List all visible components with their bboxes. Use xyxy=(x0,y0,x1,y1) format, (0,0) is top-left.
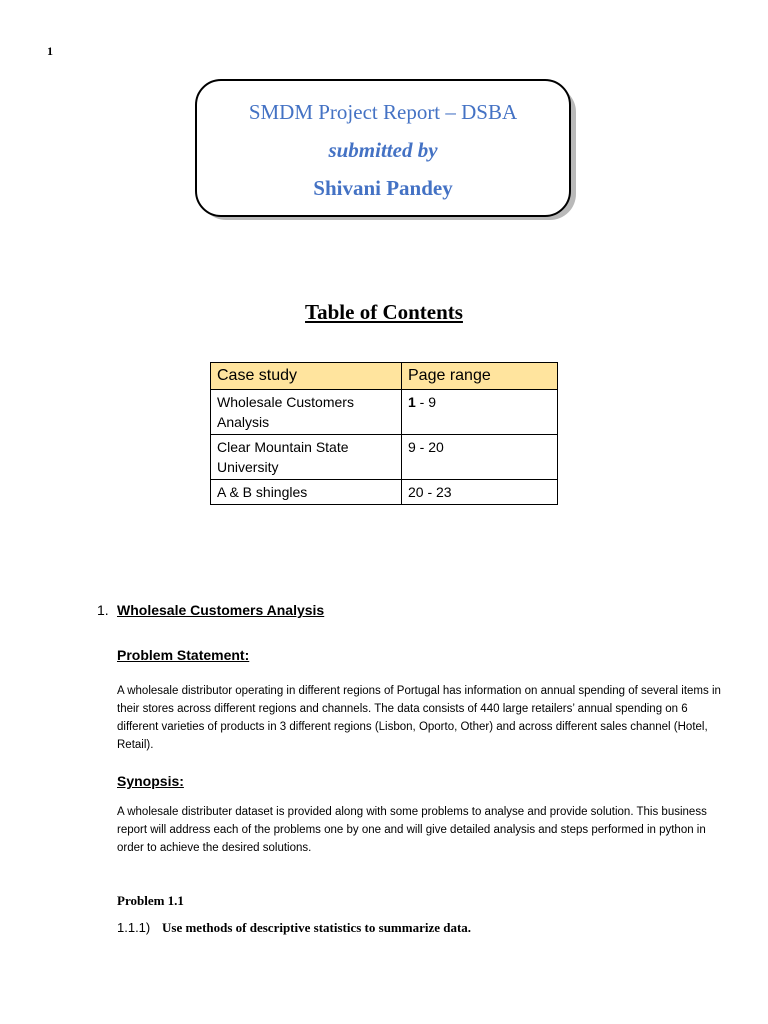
section-number: 1. xyxy=(97,602,109,618)
toc-range-cell xyxy=(402,480,558,505)
task-number: 1.1.1) xyxy=(117,920,151,935)
toc-range-start: 1 xyxy=(408,394,416,410)
table-row xyxy=(211,480,558,505)
synopsis-heading: Synopsis: xyxy=(117,773,184,789)
problem-title: Problem 1.1 xyxy=(117,893,184,908)
title-box xyxy=(195,79,571,217)
toc-case-cell: Wholesale Customers Analysis xyxy=(211,390,402,435)
toc-range-start: 20 xyxy=(408,484,424,500)
toc-range-cell xyxy=(402,390,558,435)
toc-range-start: 9 xyxy=(408,439,416,455)
submitted-by-label: submitted by xyxy=(328,138,438,162)
toc-header-row xyxy=(211,363,558,390)
toc-range-rest: - 20 xyxy=(415,439,444,455)
page-number: 1 xyxy=(47,44,53,58)
toc-range-cell xyxy=(402,435,558,480)
report-title: SMDM Project Report – DSBA xyxy=(248,100,518,124)
toc-column-case-study: Case study xyxy=(211,363,402,390)
toc-range-rest: - 9 xyxy=(415,394,437,410)
table-row xyxy=(211,435,558,480)
table-row xyxy=(211,390,558,435)
toc-column-page-range: Page range xyxy=(402,363,558,390)
problem-statement-heading: Problem Statement: xyxy=(117,647,250,663)
toc-case-cell: Clear Mountain State University xyxy=(211,435,402,480)
toc-case-cell: A & B shingles xyxy=(211,480,402,505)
toc-heading: Table of Contents xyxy=(305,300,463,324)
section-title: Wholesale Customers Analysis xyxy=(117,602,325,618)
problem-statement-text: A wholesale distributor operating in different regions of Portugal has information on annual spending of several items in their stores across different regions and channels. The data consists of 440 large retailers’ annual spending on 6 different varieties of products in 3 different regions (Lisbon, Oporto, Other) and across different sales channel (Hotel, Retail). xyxy=(117,685,721,751)
author-name: Shivani Pandey xyxy=(313,176,453,200)
toc-table xyxy=(210,362,558,505)
toc-range-rest: - 23 xyxy=(423,484,452,500)
task-text: Use methods of descriptive statistics to summarize data. xyxy=(162,920,472,935)
synopsis-text: A wholesale distributer dataset is provided along with some problems to analyse and provide solution. This business report will address each of the problems one by one and will give detailed analysis and steps performed in python in order to achieve the desired solutions. xyxy=(117,806,707,854)
